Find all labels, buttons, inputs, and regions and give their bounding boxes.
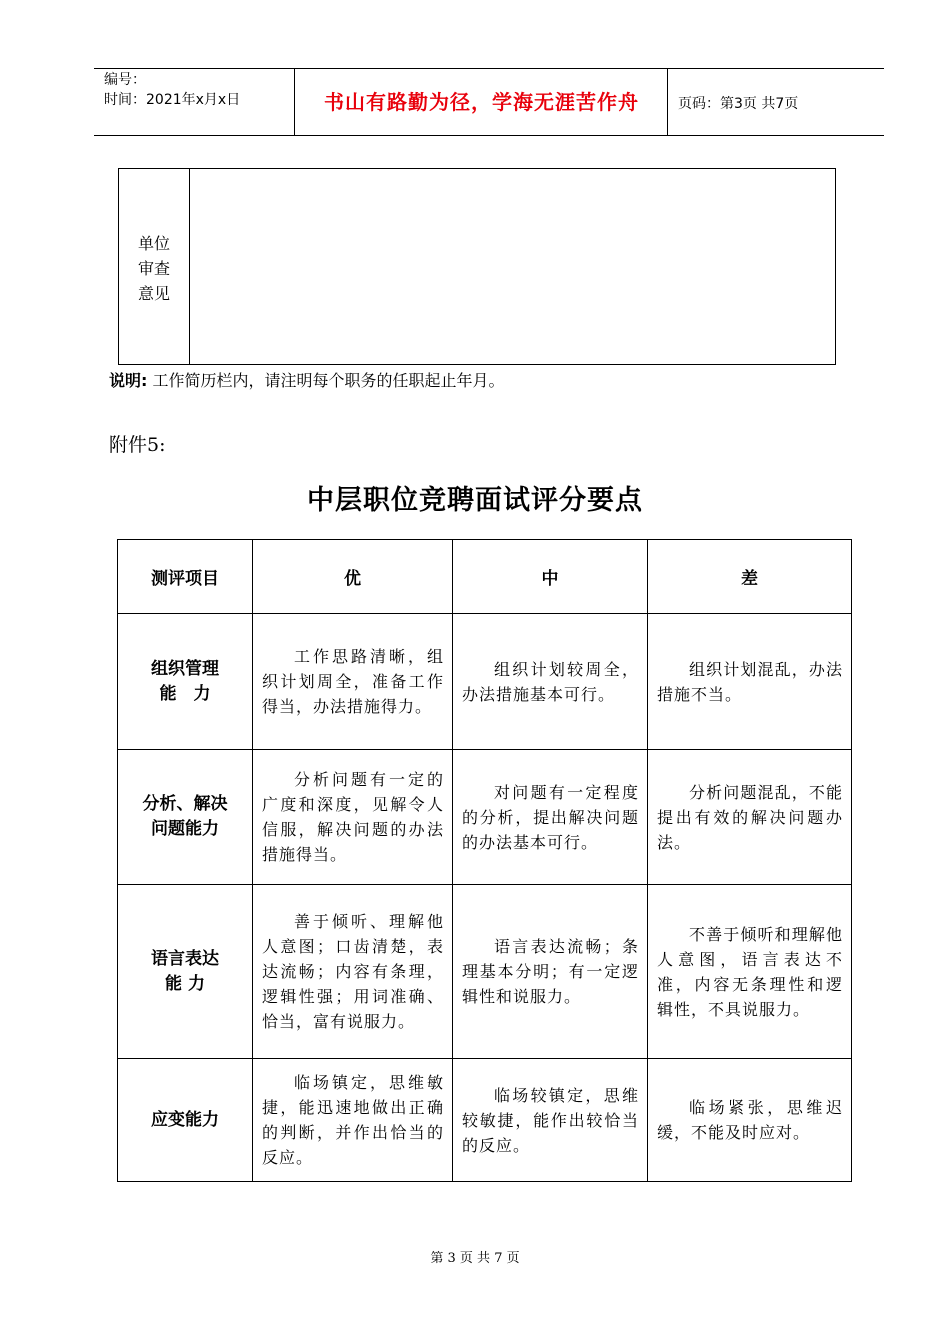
number-label: 编号：	[104, 72, 146, 88]
medium-cell: 临场较镇定，思维较敏捷，能作出较恰当的反应。	[453, 1059, 648, 1182]
header-cell-poor: 差	[648, 540, 852, 614]
review-label	[119, 231, 189, 306]
unit-review-box	[118, 168, 836, 365]
medium-cell: 组织计划较周全，办法措施基本可行。	[453, 614, 648, 750]
time-label: 时间：2021年x月x日	[104, 92, 241, 108]
header-divider-right	[667, 69, 668, 135]
page-footer: 第 3 页 共 7 页	[430, 1251, 520, 1266]
item-line: 问题能力	[151, 819, 219, 839]
header-divider-left	[294, 69, 295, 135]
note	[109, 368, 505, 391]
item-cell	[118, 750, 253, 885]
poor-cell: 分析问题混乱，不能提出有效的解决问题办法。	[648, 750, 852, 885]
item-line: 语言表达	[151, 948, 219, 969]
item-line: 分析、解决	[142, 794, 228, 814]
review-divider	[189, 169, 190, 364]
header-page-info: 页码：第3页 共7页	[678, 96, 799, 112]
table-header-row	[118, 540, 852, 614]
header-cell-item: 测评项目	[118, 540, 253, 614]
header-cell-excellent: 优	[253, 540, 453, 614]
item-cell	[118, 1059, 253, 1182]
attachment-label: 附件5:	[109, 434, 166, 456]
review-label-line: 单位	[137, 234, 170, 253]
item-line: 能 力	[159, 683, 211, 704]
table-row	[118, 885, 852, 1059]
header-top-rule	[94, 68, 884, 69]
item-cell	[118, 885, 253, 1059]
note-text: 工作简历栏内，请注明每个职务的任职起止年月。	[147, 371, 505, 390]
review-label-line: 意见	[137, 284, 170, 303]
excellent-cell: 分析问题有一定的广度和深度，见解令人信服，解决问题的办法措施得当。	[253, 750, 453, 885]
excellent-cell: 工作思路清晰，组织计划周全，准备工作得当，办法措施得力。	[253, 614, 453, 750]
poor-cell: 组织计划混乱，办法措施不当。	[648, 614, 852, 750]
header-motto: 书山有路勤为径，学海无涯苦作舟	[324, 90, 639, 114]
excellent-cell: 善于倾听、理解他人意图；口齿清楚，表达流畅；内容有条理，逻辑性强；用词准确、恰当，富有说服力。	[253, 885, 453, 1059]
header-cell-medium: 中	[453, 540, 648, 614]
table-row	[118, 1059, 852, 1182]
header-meta	[104, 70, 240, 110]
item-line: 组织管理	[151, 658, 219, 679]
table-row	[118, 614, 852, 750]
excellent-cell: 临场镇定，思维敏捷，能迅速地做出正确的判断，并作出恰当的反应。	[253, 1059, 453, 1182]
poor-cell: 不善于倾听和理解他人意图，语言表达不准，内容无条理性和逻辑性，不具说服力。	[648, 885, 852, 1059]
review-label-line: 审查	[137, 259, 170, 278]
medium-cell: 语言表达流畅；条理基本分明；有一定逻辑性和说服力。	[453, 885, 648, 1059]
item-line: 应变能力	[151, 1109, 219, 1130]
document-title: 中层职位竞聘面试评分要点	[307, 485, 643, 516]
medium-cell: 对问题有一定程度的分析，提出解决问题的办法基本可行。	[453, 750, 648, 885]
scoring-table	[117, 539, 852, 1182]
item-line: 能 力	[165, 973, 205, 994]
poor-cell: 临场紧张，思维迟缓，不能及时应对。	[648, 1059, 852, 1182]
header-bottom-rule	[94, 135, 884, 136]
note-prefix: 说明:	[109, 371, 148, 390]
table-row	[118, 750, 852, 885]
item-cell	[118, 614, 253, 750]
